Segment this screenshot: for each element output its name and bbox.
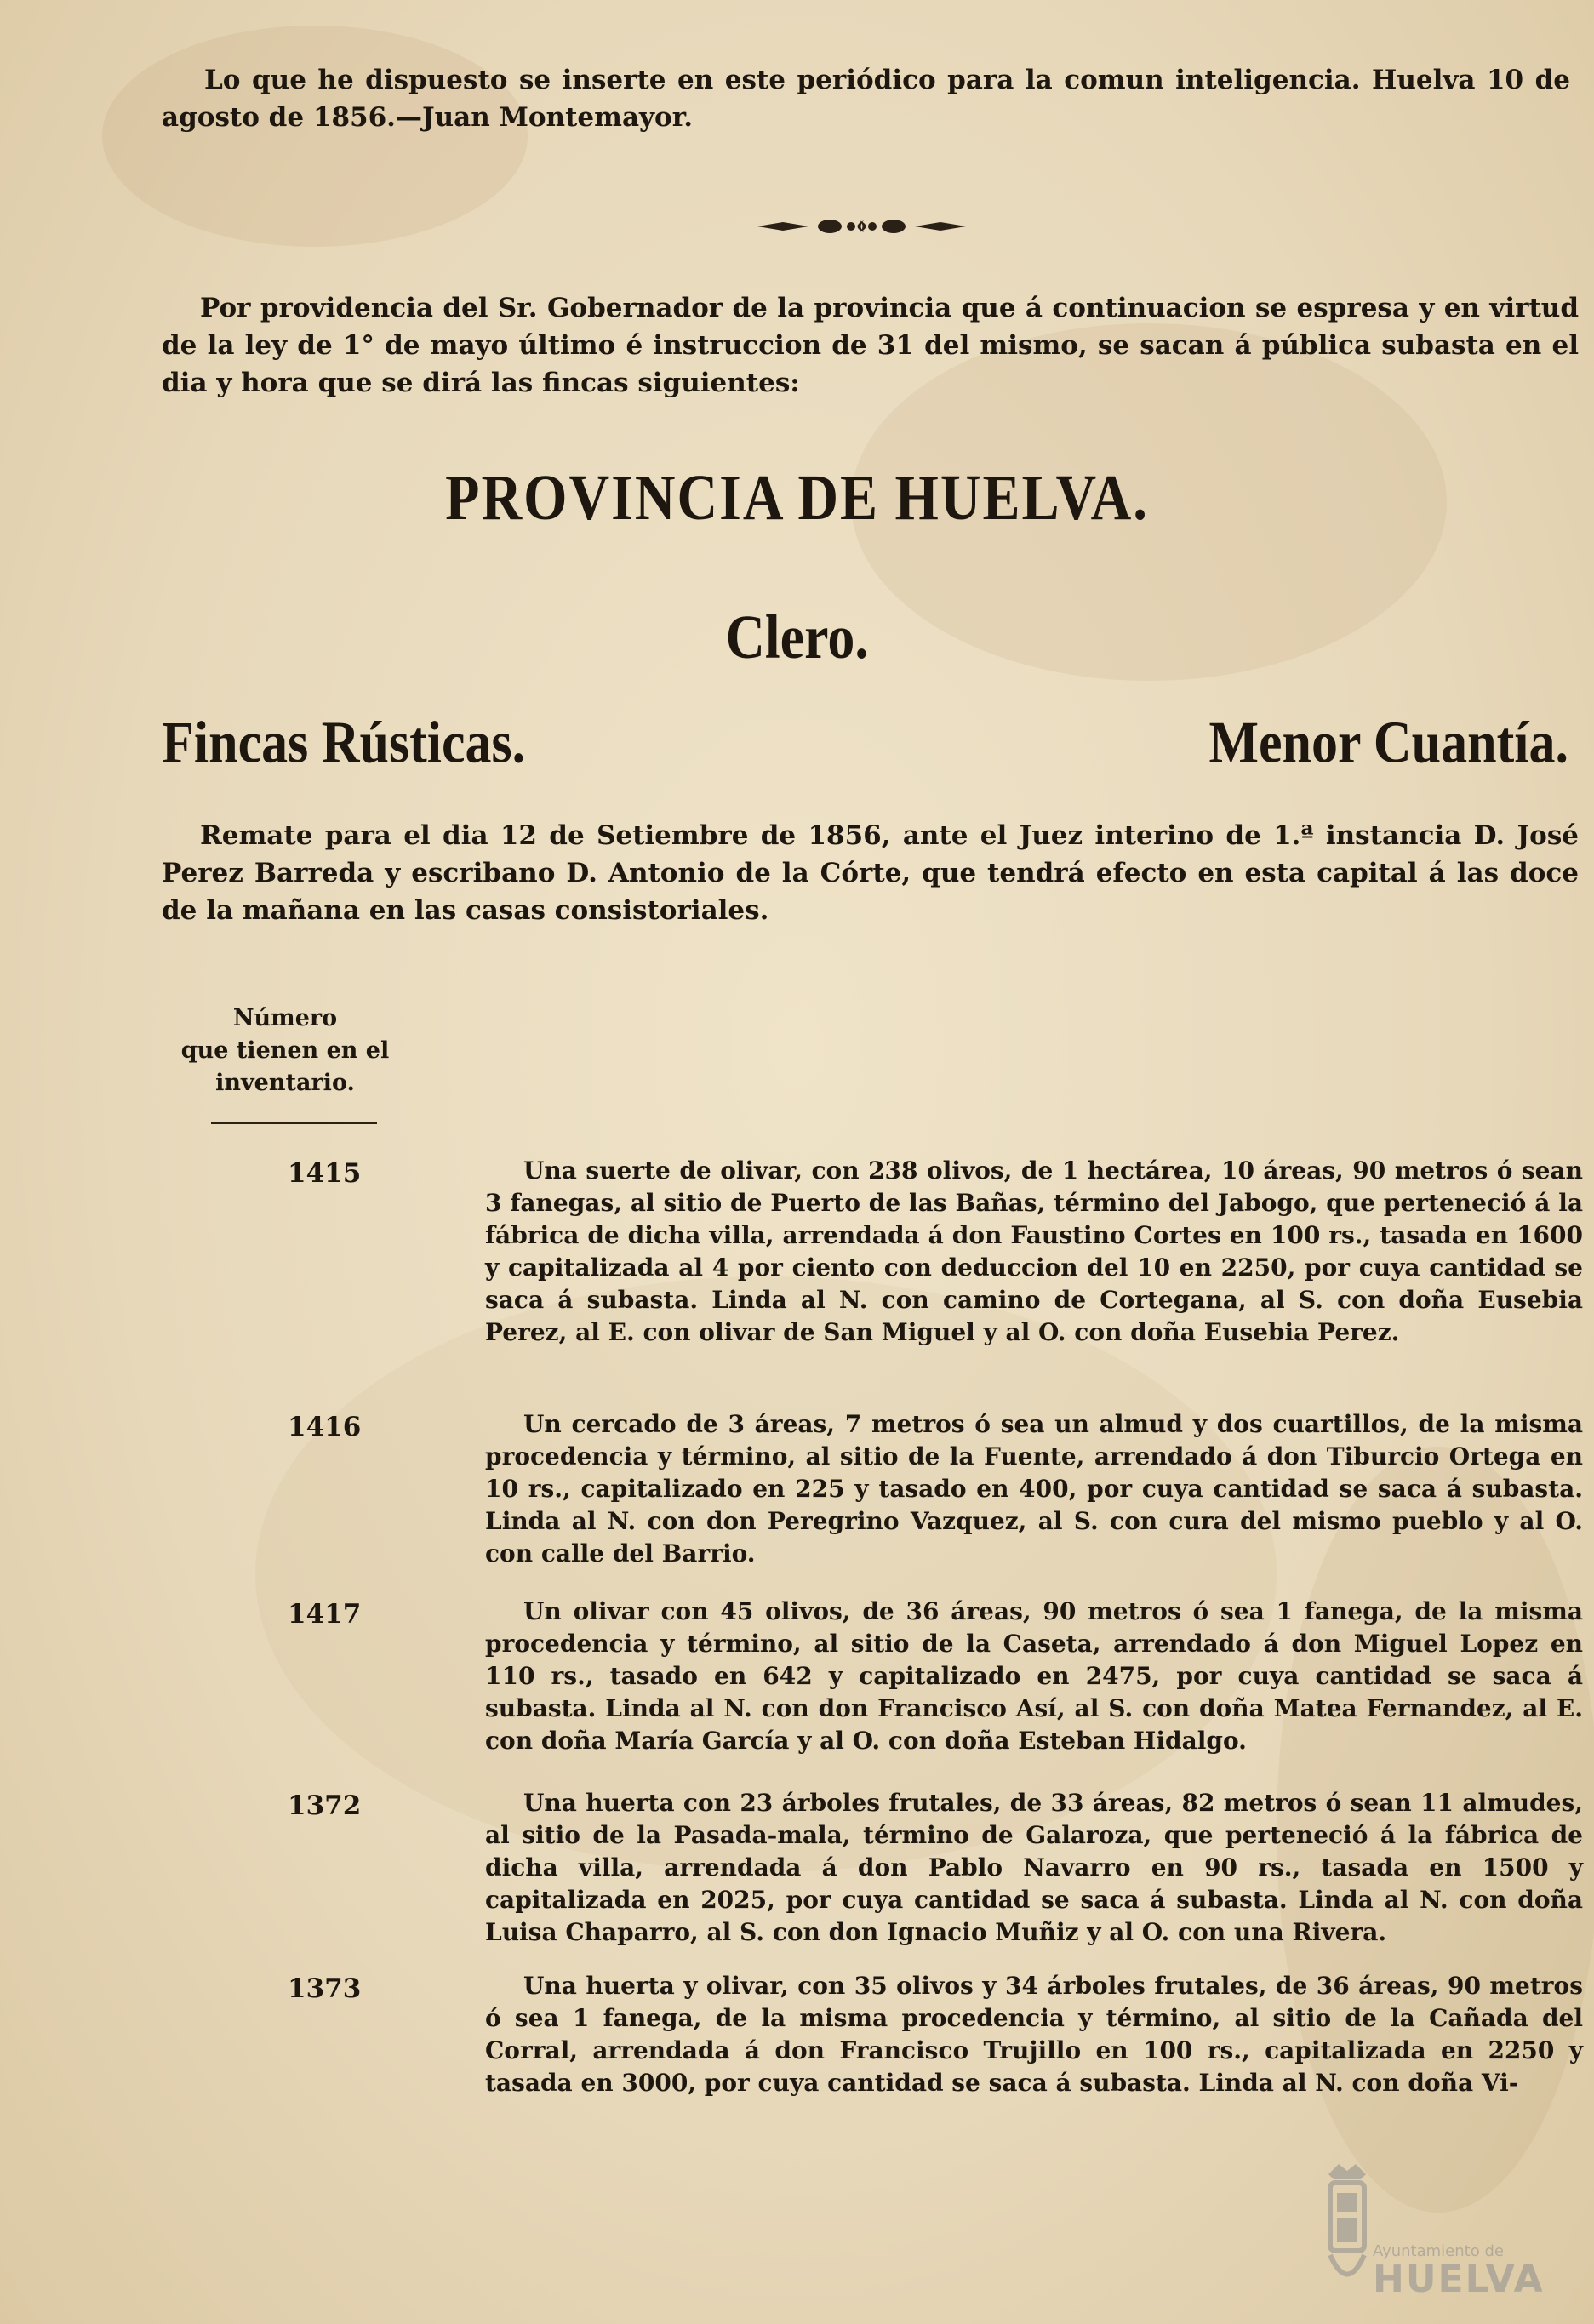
property-description-text: Una huerta y olivar, con 35 olivos y 34 árboles frutales, de 36 áreas, 90 metros ó sea 1 fanega, de la misma procedencia y término, al sitio de la Cañada del Corral, arrendada á don Francisco Trujillo en 100 rs., capitalizada en 2250 y tasada en 3000, por cuya cantidad se saca á subasta. Linda al N. con doña Vi- (485, 1972, 1583, 2097)
auction-notice (162, 817, 1579, 929)
province-title: PROVINCIA DE HUELVA. (445, 462, 1149, 534)
column-header-rule (211, 1122, 377, 1124)
auction-notice-text: Remate para el dia 12 de Setiembre de 1856, ante el Juez interino de 1.ª instancia D. José Perez Barreda y escribano D. Antonio de la Córte, que tendrá efecto en esta capital á las doce de la mañana en las casas consistoriales. (162, 820, 1579, 926)
inventory-number: 1417 (288, 1599, 362, 1630)
property-description-text: Un olivar con 45 olivos, de 36 áreas, 90 metros ó sea 1 fanega, de la misma procedencia y término, al sitio de la Caseta, arrendado á don Miguel Lopez en 110 rs., tasado en 642 y capitalizado en 2475, por cuya cantidad se saca á subasta. Linda al N. con don Francisco Así, al S. con doña Matea Fernandez, al E. con doña María García y al O. con doña Esteban Hidalgo. (485, 1597, 1583, 1755)
inventory-number-column-header (162, 1002, 408, 1099)
column-header-line: Número (232, 1005, 338, 1031)
ornament-divider (757, 217, 966, 236)
ornament-icon (757, 217, 966, 236)
minor-value-heading: Menor Cuantía. (1208, 710, 1568, 776)
inventory-number: 1372 (288, 1790, 362, 1821)
decree-notice (162, 289, 1579, 402)
property-description (485, 1155, 1583, 1349)
property-description-text: Un cercado de 3 áreas, 7 metros ó sea un almud y dos cuartillos, de la misma procedencia y término, al sitio de la Fuente, arrendado á don Tiburcio Ortega en 10 rs., capitalizado en 225 y tasado en 400, por cuya cantidad se saca á subasta. Linda al N. con don Peregrino Vazquez, al S. con cura del mismo pueblo y al O. con calle del Barrio. (485, 1410, 1583, 1567)
inventory-number: 1416 (288, 1412, 362, 1442)
property-description (485, 1787, 1583, 1949)
rustic-properties-heading: Fincas Rústicas. (162, 710, 526, 776)
decree-notice-text: Por providencia del Sr. Gobernador de la provincia que á continuacion se espresa y en virtud de la ley de 1° de mayo último é instruccion de 31 del mismo, se sacan á pública subasta en el dia y hora que se dirá las fincas siguientes: (162, 293, 1579, 398)
closing-notice (162, 61, 1570, 136)
property-description (485, 1596, 1583, 1757)
city-council-watermark (1322, 2157, 1545, 2302)
closing-notice-text: Lo que he dispuesto se inserte en este periódico para la comun inteligencia. Huelva 10 de agosto de 1856.—Juan Montemayor. (162, 65, 1570, 133)
property-description-text: Una huerta con 23 árboles frutales, de 33 áreas, 82 metros ó sean 11 almudes, al sitio de la Pasada-mala, término de Galaroza, que perteneció á la fábrica de dicha villa, arrendada á don Pablo Navarro en 90 rs., tasada en 1500 y capitalizada en 2025, por cuya cantidad se saca á subasta. Linda al N. con doña Luisa Chaparro, al S. con don Ignacio Muñiz y al O. con una Rivera. (485, 1789, 1583, 1946)
inventory-number: 1373 (288, 1973, 362, 2004)
watermark-line1: Ayuntamiento de (1373, 2242, 1504, 2260)
watermark-line2: HUELVA (1373, 2258, 1545, 2301)
property-description (485, 1408, 1583, 1570)
property-description-text: Una suerte de olivar, con 238 olivos, de 1 hectárea, 10 áreas, 90 metros ó sean 3 fanegas, al sitio de Puerto de las Bañas, término del Jabogo, que perteneció á la fábrica de dicha villa, arrendada á don Faustino Cortes en 100 rs., tasada en 1600 y capitalizada al 4 por ciento con deduccion del 10 en 2250, por cuya cantidad se saca á subasta. Linda al N. con camino de Cortegana, al S. con doña Eusebia Perez, al E. con olivar de San Miguel y al O. con doña Eusebia Perez. (485, 1156, 1583, 1346)
section-title: Clero. (725, 602, 869, 672)
column-header-line: que tienen en el (180, 1037, 390, 1064)
property-description (485, 1970, 1583, 2099)
inventory-number: 1415 (288, 1158, 362, 1189)
column-header-line: inventario. (215, 1070, 355, 1096)
crest-icon (1322, 2157, 1373, 2298)
